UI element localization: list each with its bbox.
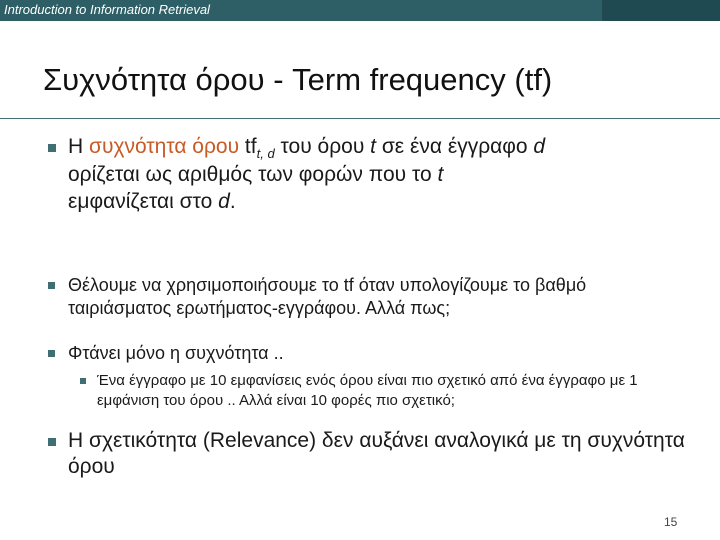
bullet-text: . (229, 189, 236, 213)
tf-symbol: tf (239, 135, 257, 158)
bullet-text: Η (68, 135, 89, 158)
term-variable: t (437, 163, 444, 187)
bullet-relevance: Η σχετικότητα (Relevance) δεν αυξάνει αναλογικά με τη συχνότητα όρου (68, 429, 685, 479)
doc-variable: d (533, 135, 546, 158)
bullet-text: ορίζεται ως αριθμός των φορών που το (68, 163, 438, 187)
bullet-text: του όρου (274, 135, 371, 158)
slide-title: Συχνότητα όρου - Term frequency (tf) (43, 62, 553, 97)
bullet-marker (48, 282, 55, 289)
page-number: 15 (664, 515, 678, 529)
title-divider (0, 118, 720, 119)
bullet-text: σε ένα έγγραφο (376, 135, 534, 158)
bullet-definition (68, 134, 693, 215)
doc-variable: d (218, 189, 230, 213)
highlight-term: συχνότητα όρου (89, 135, 240, 158)
bullet-usage: Θέλουμε να χρησιμοποιήσουμε το tf όταν υπολογίζουμε το βαθμό ταιριάσματος ερωτήματος-εγγράφου. Αλλά πως; (68, 275, 587, 318)
bullet-text: εμφανίζεται στο (68, 189, 219, 213)
bullet-marker (48, 350, 55, 357)
subbullet-marker (80, 378, 86, 384)
subbullet-example: Ένα έγγραφο με 10 εμφανίσεις ενός όρου είναι πιο σχετικό από ένα έγγραφο με 1 εμφάνιση του όρου .. Αλλά είναι 10 φορές πιο σχετικό; (97, 372, 638, 409)
course-title: Introduction to Information Retrieval (4, 2, 210, 17)
tf-subscript: t, d (256, 146, 275, 162)
header-accent-block (602, 0, 720, 21)
bullet-marker (48, 144, 56, 152)
term-variable: t (370, 135, 376, 158)
bullet-marker (48, 438, 56, 446)
bullet-frequency: Φτάνει μόνο η συχνότητα .. (68, 343, 284, 363)
